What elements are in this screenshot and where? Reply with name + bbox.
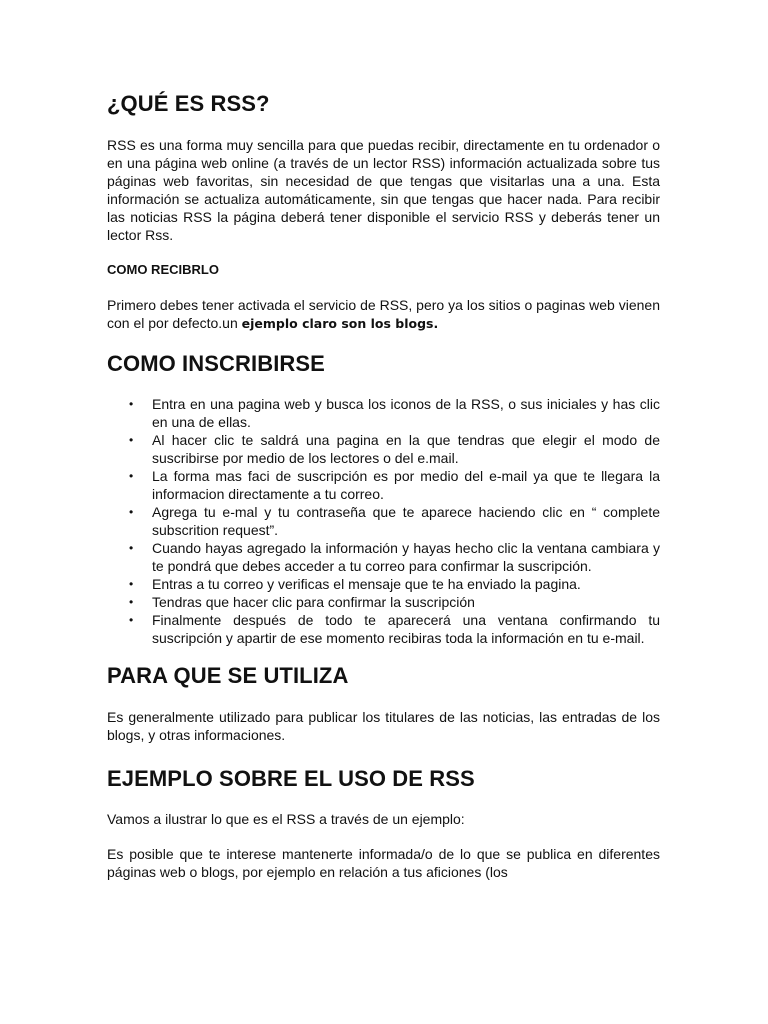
list-item-text: Tendras que hacer clic para confirmar la suscripción [152, 594, 475, 610]
section-title-ejemplo: EJEMPLO SOBRE EL USO DE RSS [107, 766, 475, 791]
paragraph-como-recibirlo-bold: ejemplo claro son los blogs. [241, 316, 439, 331]
paragraph-que-es-rss: RSS es una forma muy sencilla para que puedas recibir, directamente en tu ordenador o en una página web online (a través de un lector RSS) información actualizada sobre tus páginas web favoritas, sin necesidad de que tengas que visitarlas una a una. Esta información se actualiza automáticamente, sin que tengas que hacer nada. Para recibir las noticias RSS la página deberá tener disponible el servicio RSS y deberás tener un lector Rss. [107, 137, 660, 243]
list-item-text: Entra en una pagina web y busca los iconos de la RSS, o sus iniciales y has clic en una de ellas. [152, 396, 660, 430]
bullet-icon: • [129, 469, 134, 483]
bullet-icon: • [129, 541, 134, 555]
list-item [107, 593, 660, 611]
list-item-text: Entras a tu correo y verificas el mensaje que te ha enviado la pagina. [152, 576, 581, 592]
section-title-como-inscribirse: COMO INSCRIBIRSE [107, 351, 325, 376]
paragraph-como-recibirlo-text: Primero debes tener activada el servicio de RSS, pero ya los sitios o paginas web vienen con el por defecto.un [107, 297, 660, 331]
list-item [107, 503, 660, 539]
list-item-text: Finalmente después de todo te aparecerá una ventana confirmando tu suscripción y apartir de ese momento recibiras toda la información en tu e-mail. [152, 612, 660, 646]
document-page [107, 90, 660, 881]
list-item [107, 539, 660, 575]
bullet-icon: • [129, 577, 134, 591]
bullet-icon: • [129, 613, 134, 627]
list-item-text: Al hacer clic te saldrá una pagina en la que tendras que elegir el modo de suscribirse por medio de los lectores o del e.mail. [152, 432, 660, 466]
list-item [107, 395, 660, 431]
steps-list [107, 395, 660, 647]
section-title-que-es-rss: ¿QUÉ ES RSS? [107, 91, 270, 116]
list-item [107, 611, 660, 647]
bullet-icon: • [129, 433, 134, 447]
bullet-icon: • [129, 397, 134, 411]
list-item-text: Agrega tu e-mal y tu contraseña que te aparece haciendo clic en “ complete subscrition request”. [152, 504, 660, 538]
list-item [107, 431, 660, 467]
paragraph-como-recibirlo [107, 296, 660, 333]
list-item [107, 467, 660, 503]
list-item-text: Cuando hayas agregado la información y hayas hecho clic la ventana cambiara y te pondrá que debes acceder a tu correo para confirmar la suscripción. [152, 540, 660, 574]
section-title-como-recibirlo: COMO RECIBRLO [107, 262, 219, 277]
section-title-para-que: PARA QUE SE UTILIZA [107, 663, 349, 688]
bullet-icon: • [129, 505, 134, 519]
bullet-icon: • [129, 595, 134, 609]
paragraph-ejemplo-body: Es posible que te interese mantenerte informada/o de lo que se publica en diferentes páginas web o blogs, por ejemplo en relación a tus aficiones (los [107, 846, 660, 880]
list-item [107, 575, 660, 593]
paragraph-para-que: Es generalmente utilizado para publicar los titulares de las noticias, las entradas de los blogs, y otras informaciones. [107, 709, 660, 743]
list-item-text: La forma mas faci de suscripción es por medio del e-mail ya que te llegara la informacion directamente a tu correo. [152, 468, 660, 502]
paragraph-ejemplo-intro: Vamos a ilustrar lo que es el RSS a través de un ejemplo: [107, 811, 465, 827]
